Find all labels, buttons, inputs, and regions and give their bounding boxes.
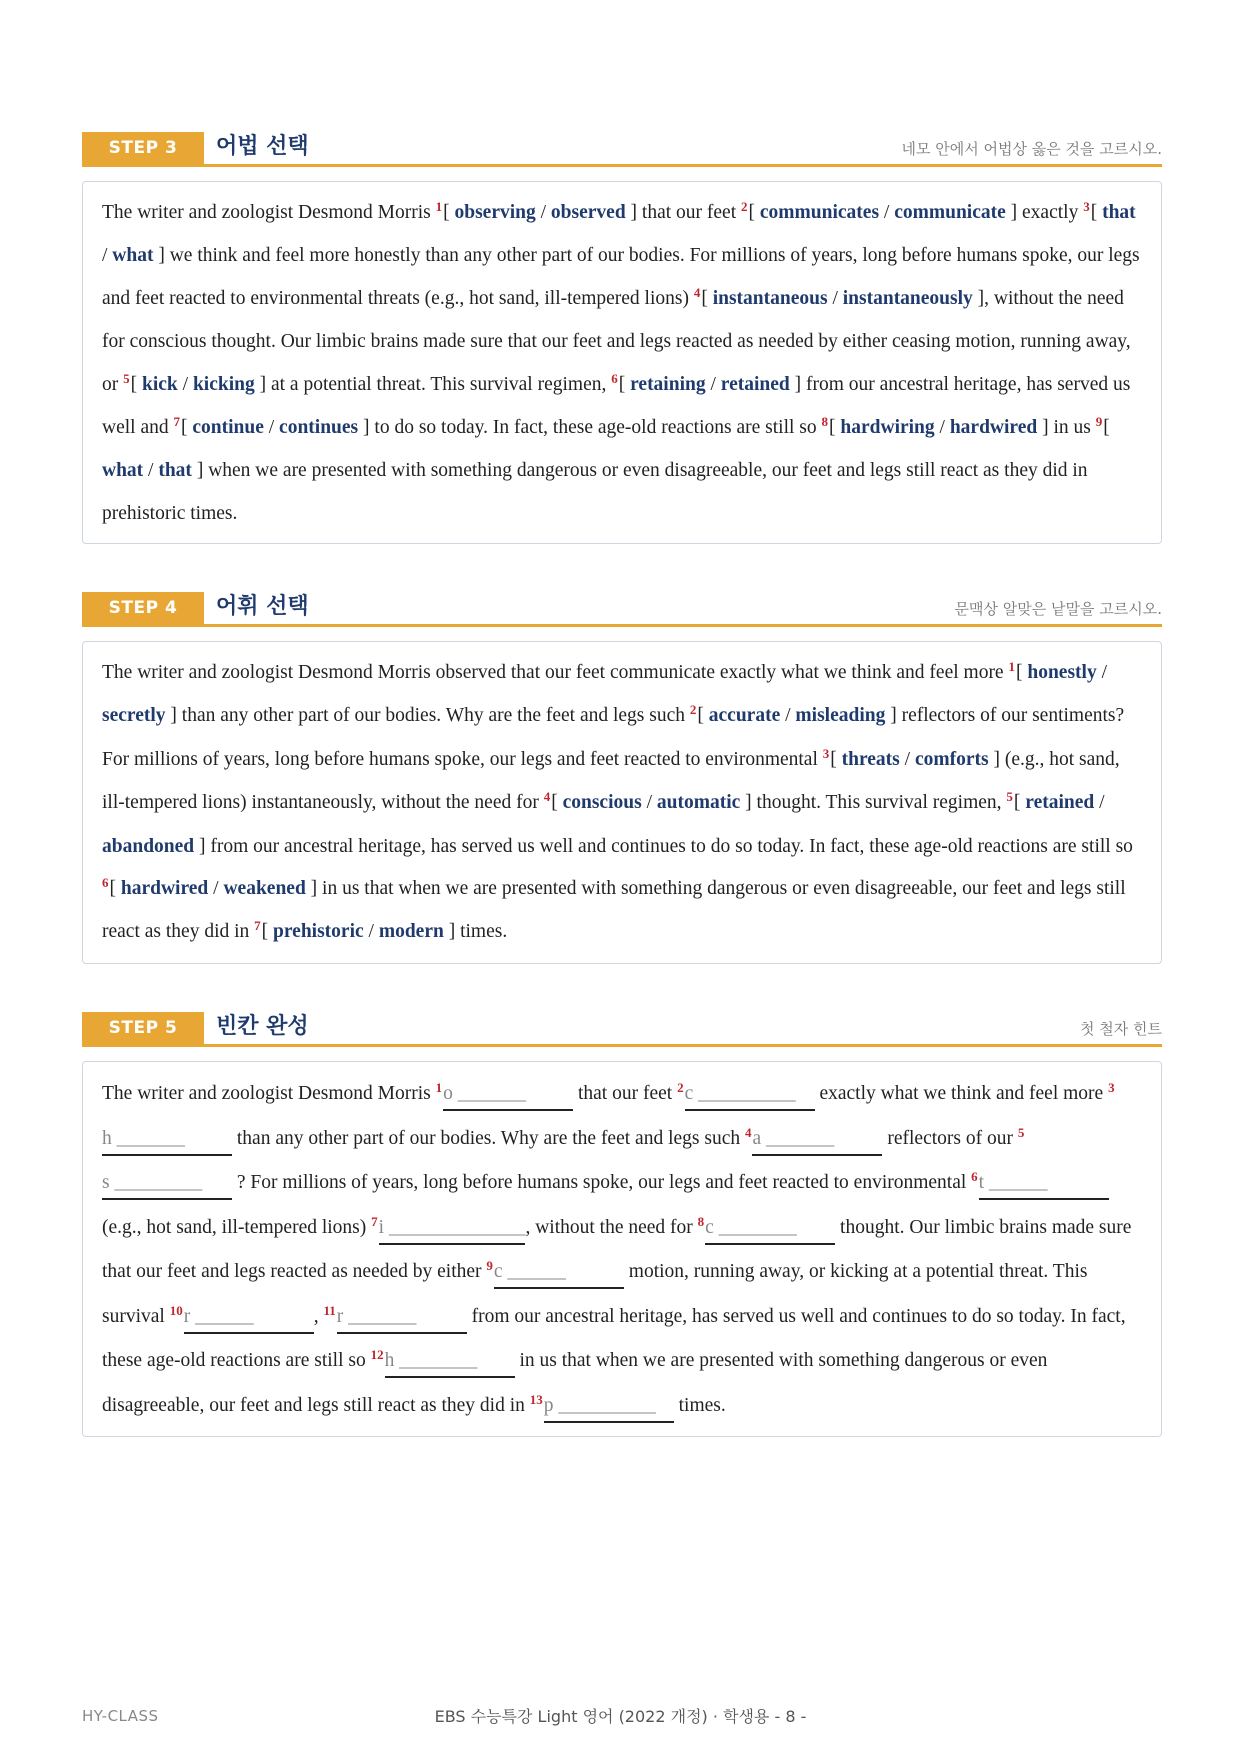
blank-field[interactable]: o _______ — [443, 1079, 573, 1111]
choice-option[interactable]: accurate — [708, 705, 781, 727]
choice-option[interactable]: kick — [142, 373, 178, 395]
item-number: 1 — [435, 199, 443, 214]
blank-field[interactable]: h ________ — [385, 1346, 515, 1378]
item-number: 12 — [370, 1347, 384, 1362]
passage-text: to do so today. In fact, these age-old reactions are still so — [369, 417, 822, 439]
passage-text: The writer and zoologist Desmond Morris observed that our feet communicate exactly what we think and feel more — [102, 662, 1009, 683]
choice-option[interactable]: conscious — [562, 792, 642, 814]
choice-option[interactable]: observing — [454, 202, 536, 223]
passage-text: than any other part of our bodies. Why are the feet and legs such — [232, 1127, 745, 1149]
blank-field[interactable]: r _______ — [337, 1302, 467, 1334]
passage-text: thought. This survival regimen, — [751, 792, 1007, 814]
passage-text: motion, running away, or kicking at a potential threat. This survival — [102, 1261, 1088, 1327]
choice-option[interactable]: weakened — [223, 878, 306, 900]
step3-header — [82, 130, 1162, 167]
item-number: 7 — [173, 414, 180, 430]
item-number: 7 — [371, 1213, 378, 1229]
choice-option[interactable]: communicates — [759, 202, 880, 223]
blank-field[interactable]: p __________ — [544, 1391, 674, 1423]
item-number: 3 — [822, 745, 830, 761]
blank-field[interactable]: i ______________ — [379, 1213, 526, 1245]
step4-badge: STEP 4 — [82, 592, 204, 624]
passage-text: The writer and zoologist Desmond Morris — [102, 202, 436, 223]
step5-title: 빈칸 완성 — [216, 1014, 309, 1039]
item-number: 5 — [123, 370, 130, 386]
choice-option[interactable]: hardwired — [949, 417, 1038, 439]
item-number: 6 — [971, 1169, 978, 1184]
step4-title: 어휘 선택 — [216, 594, 309, 619]
choice-option[interactable]: kicking — [192, 373, 255, 395]
passage-text: in us that when we are presented with something dangerous or even disagreeable, our feet and legs still react as they did in — [102, 1350, 1048, 1416]
item-number: 10 — [169, 1302, 183, 1318]
passage-text: from our ancestral heritage, has served us well and — [102, 373, 1131, 439]
choice-option[interactable]: continues — [279, 417, 359, 439]
passage-text: thought. Our limbic brains made sure that our feet and legs reacted as needed by either — [102, 1216, 1132, 1282]
item-number: 6 — [102, 875, 109, 891]
choice-option[interactable]: communicate — [894, 202, 1006, 223]
step5-passage — [82, 1061, 1162, 1437]
choice-option[interactable]: hardwired — [120, 878, 209, 900]
blank-field[interactable]: c ________ — [705, 1213, 835, 1245]
choice-option[interactable]: automatic — [656, 792, 741, 814]
item-number: 9 — [1095, 414, 1103, 430]
choice-option[interactable]: modern — [378, 921, 444, 943]
item-number: 11 — [323, 1302, 336, 1318]
choice-option[interactable]: instantaneously — [842, 287, 973, 309]
passage-text: from our ancestral heritage, has served us well and continues to do so today. In fact, these age-old reactions are still so — [205, 835, 1133, 857]
step5-badge: STEP 5 — [82, 1012, 204, 1044]
item-number: 7 — [254, 918, 261, 934]
choice-option[interactable]: retained — [720, 373, 790, 395]
passage-text: exactly — [1017, 202, 1084, 223]
choice-option[interactable]: retaining — [630, 373, 706, 395]
choice-option[interactable]: observed — [550, 202, 626, 223]
passage-text: at a potential threat. This survival regimen, — [266, 373, 612, 395]
choice-option[interactable]: honestly — [1027, 662, 1097, 683]
item-number: 3 — [1108, 1080, 1115, 1095]
passage-text: that our feet — [573, 1083, 678, 1104]
item-number: 1 — [1008, 659, 1015, 674]
step4-passage: The writer and zoologist Desmond Morris observed that our feet communicate exactly what we think and feel more $^1$[ honestly / secretly ] than any other part of our bodies. Why are the feet and legs such $^2$[ accurate / misleading ] reflectors of our sentiments? For millions of years, long before humans spoke, our legs and feet reacted to environmental $^3$[ threats / comforts ] (e.g., hot sand, ill-tempered lions) instantaneously, without the need for $^4$[ conscious / automatic ] thought. This survival regimen, $^5$[ retained / abandoned ] from our ancestral heritage, has served us well and continues to do so today. In fact, these age-old reactions are still so $^6$[ hardwired / weakened ] in us that when we are presented with something dangerous or even disagreeable, our feet and legs still react as they did in $^7$[ prehistoric / modern ] times. — [82, 641, 1162, 964]
step5-section — [82, 1010, 1162, 1437]
blank-field[interactable]: h _______ — [102, 1124, 232, 1156]
passage-text: reflectors of our — [882, 1127, 1018, 1149]
passage-text: in us — [1048, 417, 1096, 439]
step3-passage: The writer and zoologist Desmond Morris $^1$[ observing / observed ] that our feet $^2$[ communicates / communicate ] exactly $^3$[ that / what ] we think and feel more honestly than any other part of our bodies. For millions of years, long before humans spoke, our legs and feet reacted to environmental threats (e.g., hot sand, ill-tempered lions) $^4$[ instantaneous / instantaneously ], without the need for conscious thought. Our limbic brains made sure that our feet and legs reacted as needed by either ceasing motion, running away, or $^5$[ kick / kicking ] at a potential threat. This survival regimen, $^6$[ retaining / retained ] from our ancestral heritage, has served us well and $^7$[ continue / continues ] to do so today. In fact, these age-old reactions are still so $^8$[ hardwiring / hardwired ] in us $^9$[ what / that ] when we are presented with something dangerous or even disagreeable, our feet and legs still react as they did in prehistoric times. — [82, 181, 1162, 544]
item-number: 4 — [744, 1124, 752, 1140]
passage-text: we think and feel more honestly than any other part of our bodies. For millions of years, long before humans spoke, our legs and feet reacted to environmental threats (e.g., hot sand, ill-tempered lions) — [102, 245, 1140, 309]
blank-field[interactable]: c ______ — [494, 1257, 624, 1289]
item-number: 2 — [741, 199, 748, 214]
item-number: 5 — [1017, 1124, 1025, 1140]
choice-option[interactable]: threats — [841, 748, 900, 770]
passage-text: reflectors of our sentiments? For millions of years, long before humans spoke, our legs and feet reacted to environmental — [102, 705, 1125, 770]
step4-header — [82, 590, 1162, 627]
footer-brand: HY-CLASS — [82, 1707, 159, 1725]
passage-text: than any other part of our bodies. Why are the feet and legs such — [176, 705, 690, 727]
step5-instruction: 첫 철자 힌트 — [1080, 1020, 1162, 1038]
passage-text: (e.g., hot sand, ill-tempered lions) — [102, 1216, 372, 1238]
passage-text: times. — [455, 921, 508, 943]
passage-text: exactly what we think and feel more — [814, 1083, 1109, 1104]
step3-badge: STEP 3 — [82, 132, 204, 164]
passage-text: times. — [673, 1394, 726, 1416]
item-number: 13 — [529, 1391, 543, 1407]
choice-option[interactable]: retained — [1025, 792, 1095, 814]
step3-title: 어법 선택 — [216, 134, 309, 159]
choice-option[interactable]: hardwiring — [840, 417, 935, 439]
choice-option[interactable]: continue — [192, 417, 264, 439]
step4-instruction: 문맥상 알맞은 낱말을 고르시오. — [954, 600, 1162, 618]
choice-option[interactable]: what — [112, 245, 154, 267]
blank-field[interactable]: t ______ — [979, 1168, 1109, 1200]
passage-text: , without the need for conscious thought. Our limbic brains made sure that our feet and legs reacted as needed by either ceasing motion, running away, or — [102, 287, 1131, 395]
choice-option[interactable]: secretly — [102, 705, 166, 727]
item-number: 4 — [543, 789, 551, 805]
choice-option[interactable]: misleading — [795, 705, 886, 727]
passage-text: in us that when we are presented with something dangerous or even disagreeable, our feet and legs still react as they did in — [102, 878, 1126, 943]
blank-field[interactable]: a _______ — [752, 1124, 882, 1156]
item-number: 8 — [821, 414, 829, 430]
blank-field[interactable]: c __________ — [685, 1079, 815, 1111]
choice-option[interactable]: prehistoric — [273, 921, 364, 943]
choice-option[interactable]: instantaneous — [712, 287, 828, 309]
choice-option[interactable]: that — [158, 460, 192, 482]
choice-option[interactable]: what — [102, 460, 144, 482]
blank-field[interactable]: s _________ — [102, 1168, 232, 1200]
choice-option[interactable]: comforts — [914, 748, 989, 770]
passage-text: The writer and zoologist Desmond Morris — [102, 1083, 436, 1104]
item-number: 2 — [677, 1080, 684, 1095]
footer-page-info: EBS 수능특강 Light 영어 (2022 개정) · 학생용 - 8 - — [434, 1707, 807, 1726]
passage-text: , without the need for — [525, 1216, 698, 1238]
item-number: 4 — [693, 284, 701, 300]
step3-section — [82, 130, 1162, 544]
choice-option[interactable]: that — [1102, 202, 1136, 223]
item-number: 8 — [697, 1213, 705, 1229]
step5-header — [82, 1010, 1162, 1047]
passage-text: , — [313, 1305, 324, 1327]
item-number: 2 — [689, 702, 697, 718]
passage-text: that our feet — [637, 202, 742, 223]
item-number: 5 — [1006, 789, 1013, 805]
passage-text: when we are presented with something dangerous or even disagreeable, our feet and legs still react as they did in prehistoric times. — [102, 460, 1088, 524]
item-number: 9 — [486, 1258, 493, 1273]
step4-section — [82, 590, 1162, 964]
item-number: 1 — [435, 1080, 443, 1095]
passage-text: ? For millions of years, long before humans spoke, our legs and feet reacted to environmental — [232, 1172, 972, 1193]
item-number: 3 — [1083, 199, 1090, 214]
item-number: 6 — [611, 370, 618, 386]
passage-text: (e.g., hot sand, ill-tempered lions) instantaneously, without the need for — [102, 748, 1120, 814]
step3-instruction: 네모 안에서 어법상 옳은 것을 고르시오. — [901, 140, 1162, 158]
blank-field[interactable]: r ______ — [184, 1302, 314, 1334]
passage-text: from our ancestral heritage, has served us well and continues to do so today. In fact, these age-old reactions are still so — [102, 1305, 1126, 1371]
choice-option[interactable]: abandoned — [102, 835, 195, 857]
